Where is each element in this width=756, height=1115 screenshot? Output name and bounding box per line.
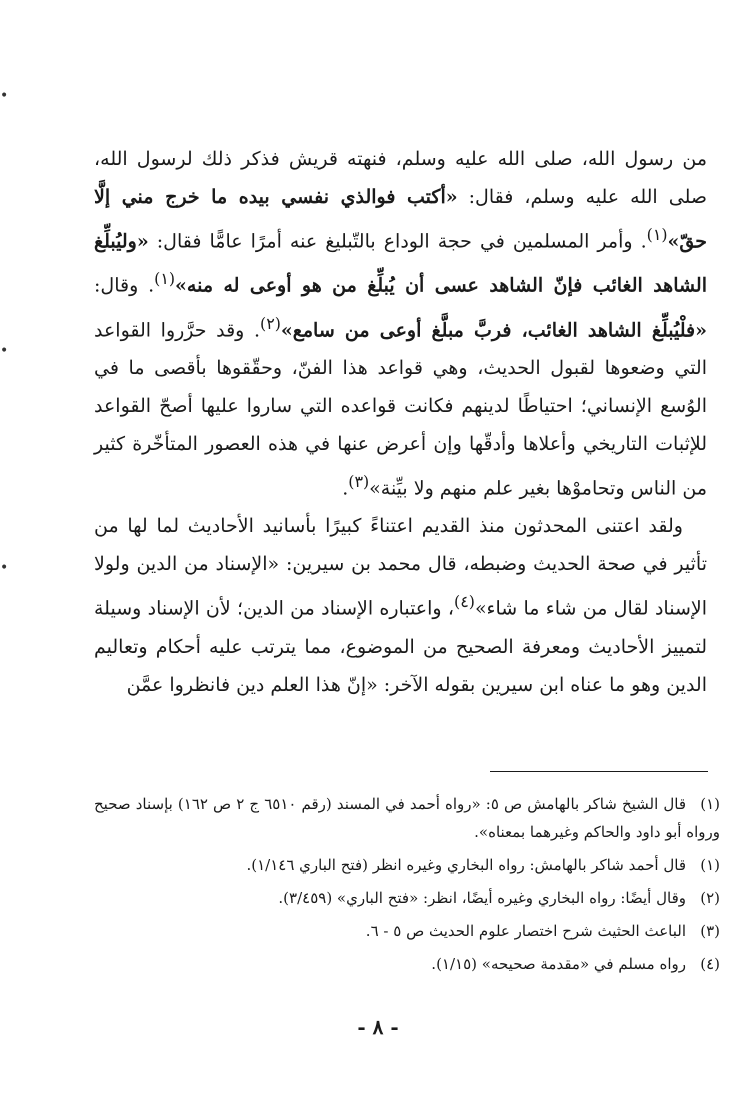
footnote-separator <box>490 771 708 772</box>
margin-mark: • <box>0 343 9 359</box>
footnote-number: (٣) <box>700 922 720 940</box>
footnote-ref: (٢) <box>260 313 281 333</box>
margin-mark: • <box>0 560 9 576</box>
footnotes <box>94 790 720 983</box>
page-number: - ٨ - <box>357 1015 399 1039</box>
footnote-ref: (١) <box>646 225 668 244</box>
footnote-ref: (١) <box>154 269 176 289</box>
footnote <box>94 950 720 978</box>
footnote-number: (٢) <box>700 889 720 907</box>
paragraph-2: ولقد اعتنى المحدثون منذ القديم اعتناءً كبيرًا بأسانيد الأحاديث لما لها من تأثير في صحة الحديث وضبطه، قال محمد بن سيرين: «الإسناد من الدين ولولا الإسناد لقال من شاء ما شاء»$^{(٤)}$، واعتباره الإسناد من الدين؛ لأن الإسناد وسيلة لتمييز الأحاديث ومعرفة الصحيح من الموضوع، مما يترتب عليه أحكام وتعاليم الدين وهو ما عناه ابن سيرين بقوله الآخر: «إنّ هذا العلم دين فانظروا عمَّن <box>94 515 707 696</box>
footnote-number: (١) <box>700 856 720 874</box>
footnote-number: (١) <box>700 795 721 813</box>
footnote-text: وقال أيضًا: رواه البخاري وغيره أيضًا، انظر: «فتح الباري» (٣/٤٥٩). <box>278 889 686 907</box>
footnote-ref: (٣) <box>348 471 370 491</box>
footnote <box>94 790 720 846</box>
hadith-quote: «وليُبلِّغ الشاهد الغائب فإنّ الشاهد عسى أن يُبلِّغ من هو أوعى له منه» <box>94 230 707 297</box>
main-text <box>94 140 707 704</box>
paragraph-1: من رسول الله، صلى الله عليه وسلم، فنهته قريش فذكر ذلك لرسول الله، صلى الله عليه وسلم، فقال: «أكتب فوالذي نفسي بيده ما خرج مني إلَّا حقّ»$^{(١)}$. وأمر المسلمين في حجة الوداع بالتّبليغ عنه أمرًا عامًّا فقال: «وليُبلِّغ الشاهد الغائب فإنّ الشاهد عسى أن يُبلِّغ من هو أوعى له منه»$^{(١)}$. وقال: «فلْيُبلِّغ الشاهد الغائب، فربَّ مبلَّغ أوعى من سامع»$^{(٢)}$. وقد حرَّروا القواعد التي وضعوها لقبول الحديث، وهي قواعد هذا الفنّ، وحقّقوها بأقصى ما في الوُسع الإنساني؛ احتياطًا لدينهم فكانت قواعده التي ساروا عليها أصحّ القواعد للإثبات التاريخي وأعلاها وأدقّها وإن أعرض عنها في هذه العصور المتأخّرة كثير من الناس وتحاموْها بغير علم منهم ولا بيِّنة»$^{(٣)}$. <box>94 148 707 500</box>
footnote <box>94 851 720 879</box>
margin-mark: • <box>0 88 9 104</box>
footnote-text: قال أحمد شاكر بالهامش: رواه البخاري وغيره انظر (فتح الباري ١/١٤٦). <box>246 856 686 874</box>
hadith-quote: «أكتب فوالذي نفسي بيده ما خرج مني إلَّا حقّ» <box>94 186 707 253</box>
footnote-text: قال الشيخ شاكر بالهامش ص ٥: «رواه أحمد في المسند (رقم ٦٥١٠ ج ٢ ص ١٦٢) بإسناد صحيح ورواه أبو داود والحاكم وغيرهما بمعناه». <box>94 795 720 841</box>
footnote <box>94 917 720 945</box>
footnote-number: (٤) <box>700 955 720 973</box>
footnote <box>94 884 720 912</box>
footnote-text: الباعث الحثيث شرح اختصار علوم الحديث ص ٥ - ٦. <box>365 922 686 940</box>
footnote-ref: (٤) <box>454 592 475 612</box>
hadith-quote: «فلْيُبلِّغ الشاهد الغائب، فربَّ مبلَّغ أوعى من سامع» <box>280 318 707 341</box>
footnote-text: رواه مسلم في «مقدمة صحيحه» (١/١٥). <box>431 955 686 973</box>
